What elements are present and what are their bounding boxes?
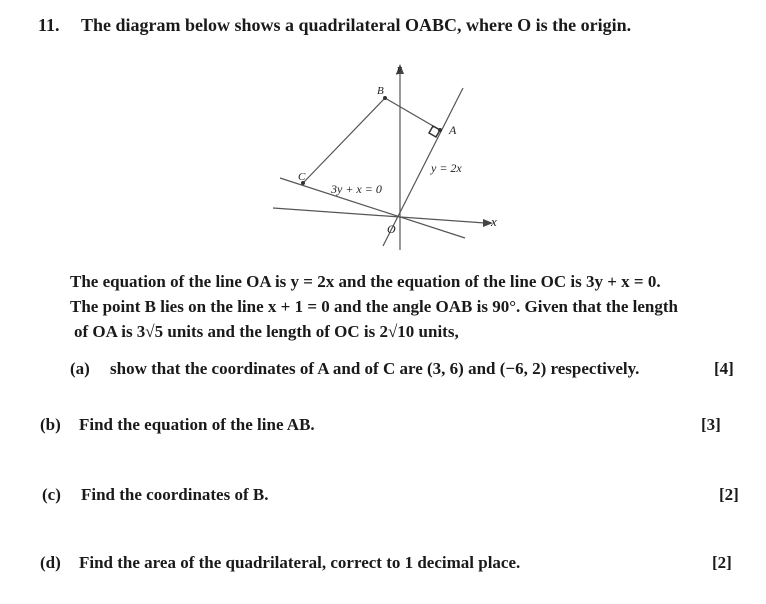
part-b-letter: (b): [40, 415, 61, 434]
part-c-letter: (c): [42, 485, 61, 504]
part-c-marks: [2]: [719, 485, 739, 504]
label-line-oa: y = 2x: [431, 161, 462, 175]
question-number: 11.: [38, 15, 60, 35]
quadrilateral-diagram: [265, 58, 505, 253]
point-a: [438, 128, 442, 132]
part-a-marks: [4]: [714, 359, 734, 378]
side-bc: [303, 98, 385, 183]
part-b-text: Find the equation of the line AB.: [79, 415, 315, 434]
side-ab: [385, 98, 440, 130]
part-a-letter: (a): [70, 359, 90, 378]
body-line-2: The point B lies on the line x + 1 = 0 and the angle OAB is 90°. Given that the length: [70, 297, 679, 316]
label-a: A: [449, 123, 457, 137]
part-d-marks: [2]: [712, 553, 732, 572]
body-line-3: of OA is 3√5 units and the length of OC is 2√10 units,: [74, 322, 459, 341]
part-c-text: Find the coordinates of B.: [81, 485, 269, 504]
label-line-oc: 3y + x = 0: [331, 182, 382, 196]
y-axis-label: y: [397, 63, 402, 75]
x-axis-label: x: [491, 214, 497, 229]
part-b-marks: [3]: [701, 415, 721, 434]
body-line-1: The equation of the line OA is y = 2x and the equation of the line OC is 3y + x = 0.: [70, 272, 661, 291]
label-o: O: [387, 222, 396, 236]
part-d-letter: (d): [40, 553, 61, 572]
part-a-text: show that the coordinates of A and of C are (3, 6) and (−6, 2) respectively.: [110, 359, 640, 378]
question-title: The diagram below shows a quadrilateral OABC, where O is the origin.: [81, 15, 632, 35]
part-d-text: Find the area of the quadrilateral, correct to 1 decimal place.: [79, 553, 521, 572]
right-angle-marker: [429, 126, 440, 137]
label-c: C: [298, 171, 306, 183]
label-b: B: [377, 85, 384, 97]
